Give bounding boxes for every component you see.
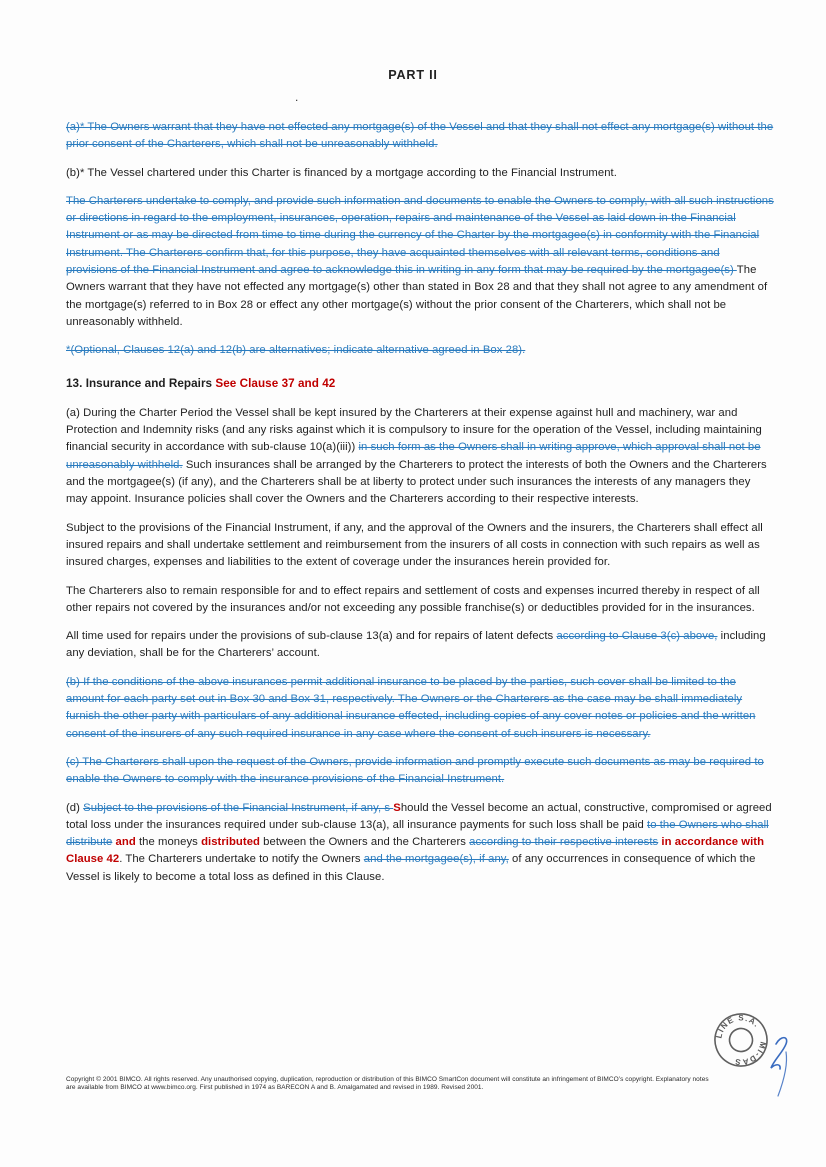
clause-13-time-for-repairs: [66, 628, 774, 663]
text-run: Such insurances shall be arranged by the Charterers to protect the interests of both the Owners and the Charterers and the mortgagee(s) (if any), and the Charterers shall be at liberty to protect under such insurances the interests of any managers they may appoint. Insurance policies shall cover the Owners and the Charterers according to their respective interests.: [66, 458, 767, 506]
deleted-text-run: (c) The Charterers shall upon the request of the Owners, provide information and promptly execute such documents as may be required to enable the Owners to comply with the insurance provisions of the Financial Instrument.: [66, 755, 764, 786]
inserted-text-run: distributed: [201, 836, 260, 849]
clause-13c-deleted: [66, 754, 774, 789]
deleted-text-run: to the Owners who shall distribute: [66, 818, 769, 849]
clause-12-optional-note-deleted: [66, 342, 774, 359]
text-run: the moneys: [135, 836, 202, 849]
copyright-footer: [66, 1076, 766, 1092]
inserted-text-run: S: [393, 801, 401, 814]
text-run: (a) During the Charter Period the Vessel shall be kept insured by the Charterers at their expense against hull and machinery, war and Protection and Indemnity risks (and any risks against which it is compulsory to insure for the operation of the Vessel, including maintaining financial security in accordance with sub-clause 10(a)(iii)): [66, 406, 762, 454]
deleted-text-run: (a)* The Owners warrant that they have not effected any mortgage(s) of the Vessel and that they shall not effect any mortgage(s) without the prior consent of the Charterers, which shall not be unreasonably withheld.: [66, 121, 774, 151]
text-run: (b)* The Vessel chartered under this Charter is financed by a mortgage according to the Financial Instrument.: [66, 166, 617, 179]
deleted-text-run: according to Clause 3(c) above,: [556, 630, 718, 643]
deleted-text-run: Subject to the provisions of the Financial Instrument, if any, s: [83, 801, 394, 814]
deleted-text-run: (b) If the conditions of the above insurances permit additional insurance to be placed by the parties, such cover shall be limited to the amount for each party set out in Box 30 and Box 31, respectively. The Owners or the Charterers as the case may be shall immediately furnish the other party with particulars of any additional insurance effected, including copies of any cover notes or policies and the written consent of the insurers of any such required insurance in any case where the consent of such insurers is necessary.: [66, 675, 756, 740]
handwritten-signature-mark: [748, 1030, 808, 1110]
deleted-text-run: *(Optional, Clauses 12(a) and 12(b) are alternatives; indicate alternative agreed in Box 28).: [66, 344, 526, 357]
clause-12b: [66, 165, 774, 182]
clause-12a-deleted: [66, 119, 774, 154]
clause-12-mortgage-paragraph: [66, 193, 774, 331]
page-title: PART II: [388, 68, 438, 82]
clause-13-other-repairs: [66, 583, 774, 618]
text-run: hould the Vessel become an actual, constructive, compromised or agreed total loss under the insurances required under sub-clause 13(a), all insurance payments for such loss shall be paid: [66, 801, 772, 831]
clause-13a: [66, 405, 774, 509]
inserted-text-run: and: [112, 836, 136, 849]
text-run: . The Charterers undertake to notify the Owners: [119, 853, 364, 866]
inserted-text-run: See Clause 37 and 42: [215, 376, 336, 390]
text-run: The Owners warrant that they have not effected any mortgage(s) other than stated in Box 28 and that they shall not agree to any amendment of the mortgage(s) referred to in Box 28 or effect any other mortgage(s) without the prior consent of the Charterers, which shall not be unreasonably withheld.: [66, 264, 768, 328]
text-run: Subject to the provisions of the Financial Instrument, if any, and the approval of the Owners and the insurers, the Charterers shall effect all insured repairs and shall undertake settlement and reimbursement from the insurers of all costs in connection with such repairs as well as insured charges, expenses and liabilities to the extent of coverage under the insurances herein provided for.: [66, 521, 763, 569]
inserted-text-run: in accordance with Clause 42: [66, 836, 765, 866]
stray-dot-mark: .: [295, 90, 299, 104]
stamp-text-top: LINE S.A.: [714, 1013, 762, 1040]
text-run: including any deviation, shall be for the Charterers’ account.: [66, 630, 766, 660]
bold-text-run: 13. Insurance and Repairs: [66, 376, 216, 390]
document-body: [66, 119, 774, 897]
clause-13d: [66, 800, 774, 886]
copyright-line-1: Copyright © 2001 BIMCO. All rights reserved. Any unauthorised copying, duplication, reproduction or distribution of this BIMCO SmartCon document will constitute an infringement of BIMCO’s copyright. Explanatory notes: [66, 1076, 709, 1083]
copyright-line-2: are available from BIMCO at www.bimco.org. First published in 1974 as BARECON A and B. Amalgamated and revised in 1989. Revised 2001.: [66, 1084, 484, 1091]
deleted-text-run: The Charterers undertake to comply, and provide such information and documents to enable the Owners to comply, with all such instructions or directions in regard to the employment, insurances, operation, repairs and maintenance of the Vessel as laid down in the Financial Instrument or as may be directed from time to time during the currency of the Charter by the mortgagee(s) in conformity with the Financial Instrument. The Charterers confirm that, for this purpose, they have acquainted themselves with all relevant terms, conditions and provisions of the Financial Instrument and agree to acknowledge this in writing in any form that may be required by the mortgagee(s): [66, 194, 774, 277]
text-run: The Charterers also to remain responsible for and to effect repairs and settlement of costs and expenses incurred thereby in respect of all other repairs not covered by the insurances and/or not exceeding any possible franchise(s) or deductibles provided for in the insurances.: [66, 584, 760, 614]
text-run: between the Owners and the Charterers: [259, 836, 470, 849]
clause-13b-deleted: [66, 674, 774, 743]
text-run: All time used for repairs under the provisions of sub-clause 13(a) and for repairs of latent defects: [66, 630, 557, 643]
clause-13-repairs-settlement: [66, 520, 774, 572]
deleted-text-run: according to their respective interests: [469, 836, 659, 849]
clause-13-heading: [66, 375, 774, 392]
deleted-text-run: and the mortgagee(s), if any,: [363, 853, 509, 866]
text-run: of any occurrences in consequence of which the Vessel is likely to become a total loss as defined in this Clause.: [66, 853, 756, 883]
deleted-text-run: in such form as the Owners shall in writing approve, which approval shall not be unreasonably withheld.: [66, 441, 761, 471]
text-run: (d): [66, 801, 84, 814]
stamp-text-bottom: MI-DAS: [733, 1040, 768, 1067]
